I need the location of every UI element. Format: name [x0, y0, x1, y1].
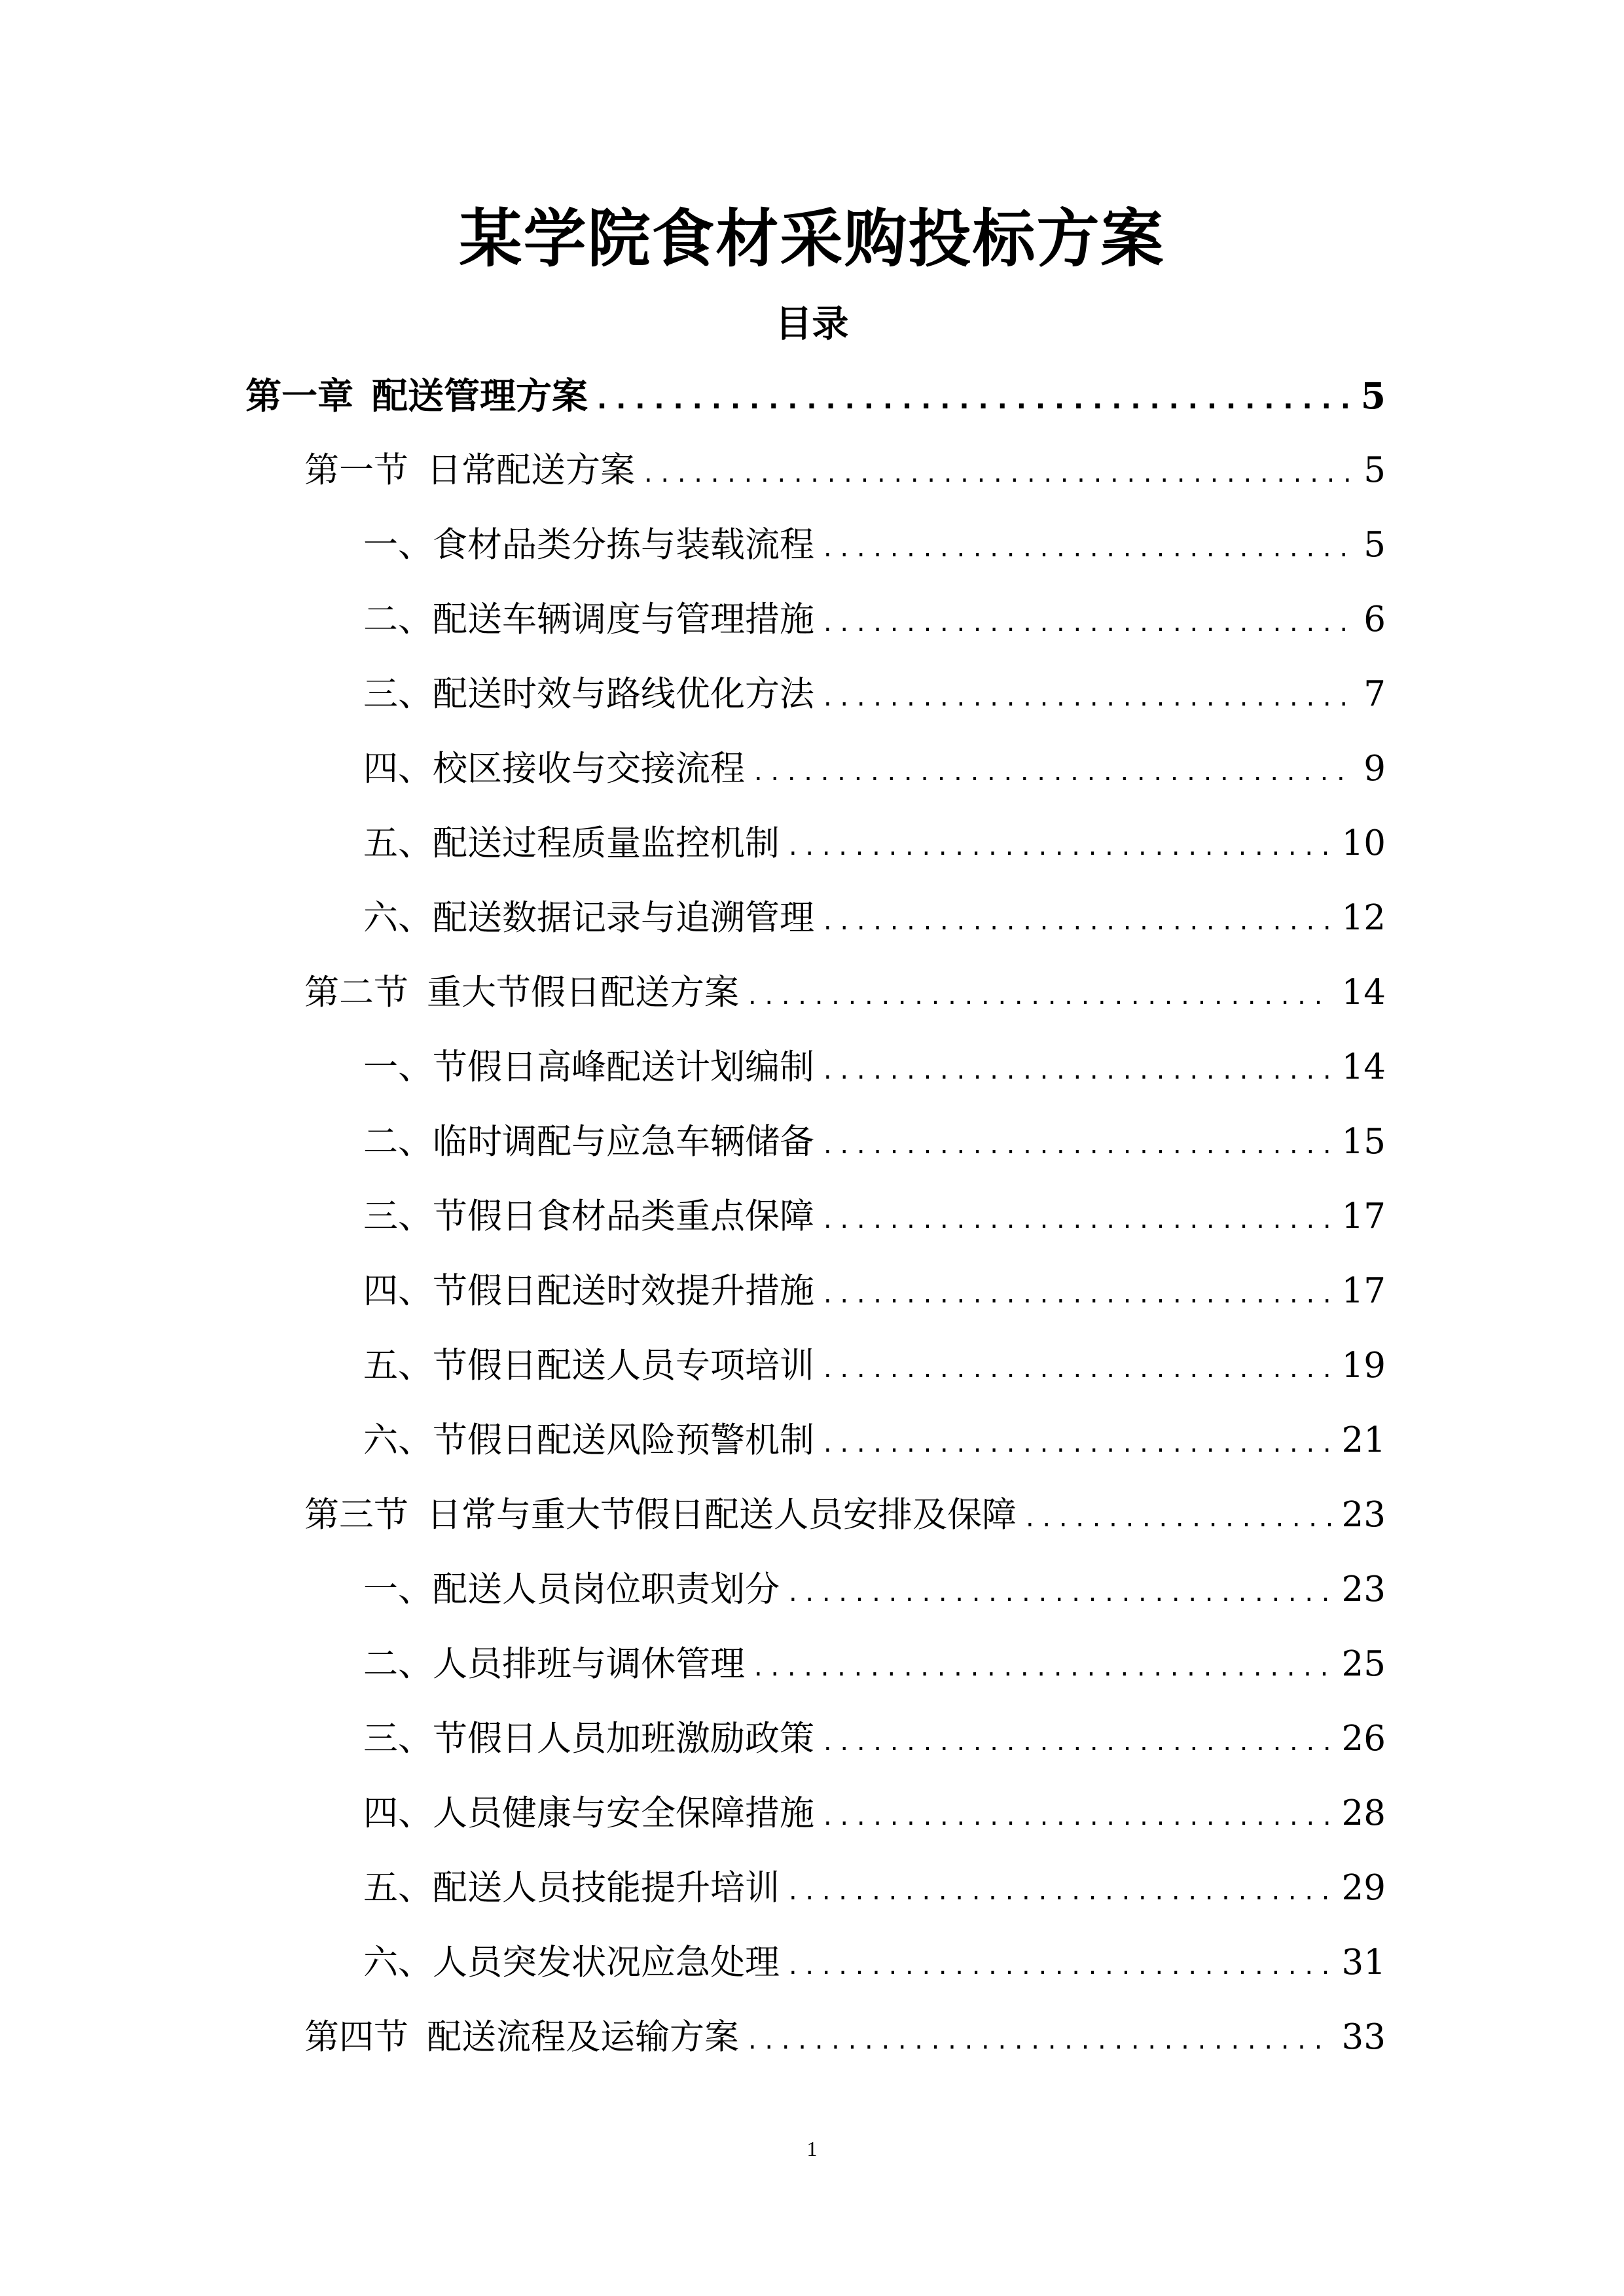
toc-entry-number: 三、: [363, 674, 433, 714]
toc-entry-page: 23: [1341, 1570, 1386, 1609]
toc-heading: 目录: [775, 302, 849, 346]
toc-entry[interactable]: [363, 516, 1386, 575]
toc-entry-page: 10: [1341, 823, 1386, 863]
toc-entry-label: 重大节假日配送方案: [427, 973, 739, 1013]
toc-entry-number: 六、: [363, 1943, 433, 1982]
toc-dot-leader: [789, 1936, 1333, 1995]
toc-dot-leader: [823, 891, 1333, 950]
toc-dot-leader: [823, 1712, 1333, 1771]
toc-dot-leader: [823, 1265, 1333, 1323]
toc-entry-number: 三、: [363, 1196, 433, 1236]
toc-entry-label: 配送车辆调度与管理措施: [433, 600, 814, 639]
toc-entry-page: 23: [1341, 1495, 1386, 1535]
toc-entry-number: 二、: [363, 600, 433, 639]
toc-entry-page: 25: [1341, 1644, 1386, 1684]
toc-entry-label: 人员排班与调休管理: [433, 1644, 745, 1684]
toc-entry-number: 第一章: [245, 374, 354, 417]
toc-entry-page: 5: [1363, 450, 1386, 490]
toc-entry-number: 一、: [363, 1047, 433, 1087]
toc-entry-label: 配送人员技能提升培训: [433, 1868, 780, 1908]
toc-entry-number: 第四节: [304, 2017, 408, 2057]
toc-entry-number: 第三节: [304, 1495, 408, 1535]
document-title: 某学院食材采购投标方案: [459, 202, 1165, 276]
toc-entry-page: 17: [1341, 1196, 1386, 1236]
toc-dot-leader: [823, 1190, 1333, 1249]
toc-entry-label: 节假日食材品类重点保障: [433, 1196, 814, 1236]
toc-dot-leader: [748, 2011, 1333, 2070]
toc-entry-number: 第一节: [304, 450, 408, 490]
toc-entry-page: 5: [1363, 525, 1386, 565]
toc-entry-label: 校区接收与交接流程: [433, 749, 745, 789]
toc-entry-label: 节假日配送人员专项培训: [433, 1346, 814, 1386]
toc-entry-page: 9: [1363, 749, 1386, 789]
toc-entry-page: 19: [1341, 1346, 1386, 1386]
toc-entry-label: 节假日配送时效提升措施: [433, 1271, 814, 1311]
toc-dot-leader: [823, 1414, 1333, 1473]
toc-entry-number: 四、: [363, 1271, 433, 1311]
toc-entry-number: 二、: [363, 1122, 433, 1162]
toc-entry-number: 第二节: [304, 973, 408, 1013]
toc-entry[interactable]: [363, 1784, 1386, 1843]
toc-entry[interactable]: [363, 740, 1386, 798]
toc-entry-number: 五、: [363, 1868, 433, 1908]
toc-entry-page: 14: [1341, 973, 1386, 1013]
toc-entry-number: 六、: [363, 1420, 433, 1460]
toc-entry-number: 五、: [363, 823, 433, 863]
toc-entry-page: 31: [1341, 1943, 1386, 1982]
toc-entry-page: 6: [1363, 600, 1386, 639]
toc-entry-number: 一、: [363, 525, 433, 565]
toc-entry-number: 六、: [363, 898, 433, 938]
toc-entry[interactable]: [363, 1187, 1386, 1246]
toc-entry-label: 人员健康与安全保障措施: [433, 1793, 814, 1833]
toc-entry-number: 四、: [363, 1793, 433, 1833]
toc-entry-page: 5: [1360, 374, 1386, 417]
toc-entry-page: 12: [1341, 898, 1386, 938]
toc-entry-page: 26: [1341, 1719, 1386, 1759]
toc-entry-label: 食材品类分拣与装载流程: [433, 525, 814, 565]
toc-entry-label: 配送数据记录与追溯管理: [433, 898, 814, 938]
toc-dot-leader: [823, 1787, 1333, 1846]
toc-entry[interactable]: [363, 590, 1386, 649]
toc-entry[interactable]: [304, 441, 1386, 500]
toc-entry[interactable]: [363, 1560, 1386, 1619]
toc-entry[interactable]: [363, 1933, 1386, 1992]
toc-dot-leader: [748, 966, 1333, 1025]
toc-entry-page: 15: [1341, 1122, 1386, 1162]
toc-entry[interactable]: [363, 1859, 1386, 1918]
toc-entry[interactable]: [363, 1336, 1386, 1395]
toc-entry-page: 33: [1341, 2017, 1386, 2057]
toc-entry-page: 28: [1341, 1793, 1386, 1833]
toc-entry[interactable]: [245, 367, 1386, 425]
toc-entry[interactable]: [304, 2008, 1386, 2067]
toc-entry[interactable]: [363, 1710, 1386, 1768]
toc-dot-leader: [789, 1861, 1333, 1920]
toc-entry-label: 节假日高峰配送计划编制: [433, 1047, 814, 1087]
toc-entry-label: 日常与重大节假日配送人员安排及保障: [427, 1495, 1017, 1535]
toc-dot-leader: [597, 370, 1352, 429]
toc-dot-leader: [823, 668, 1354, 726]
toc-entry-page: 7: [1363, 674, 1386, 714]
toc-dot-leader: [644, 444, 1354, 503]
toc-dot-leader: [823, 1115, 1333, 1174]
toc-entry[interactable]: [363, 1262, 1386, 1321]
toc-entry-label: 临时调配与应急车辆储备: [433, 1122, 814, 1162]
toc-entry-page: 17: [1341, 1271, 1386, 1311]
toc-dot-leader: [1026, 1488, 1333, 1547]
toc-entry[interactable]: [304, 963, 1386, 1022]
toc-entry-label: 人员突发状况应急处理: [433, 1943, 780, 1982]
toc-dot-leader: [823, 593, 1354, 652]
toc-entry-number: 二、: [363, 1644, 433, 1684]
toc-dot-leader: [823, 518, 1354, 577]
toc-entry-number: 三、: [363, 1719, 433, 1759]
toc-entry-label: 节假日人员加班激励政策: [433, 1719, 814, 1759]
toc-entry-label: 配送时效与路线优化方法: [433, 674, 814, 714]
toc-entry[interactable]: [363, 1038, 1386, 1097]
toc-dot-leader: [789, 1563, 1333, 1622]
toc-entry-label: 节假日配送风险预警机制: [433, 1420, 814, 1460]
toc-entry-label: 配送过程质量监控机制: [433, 823, 780, 863]
toc-entry-label: 配送人员岗位职责划分: [433, 1570, 780, 1609]
toc-dot-leader: [823, 1339, 1333, 1398]
page-number: 1: [806, 2137, 818, 2161]
toc-entry[interactable]: [363, 665, 1386, 724]
toc-entry[interactable]: [363, 1635, 1386, 1694]
toc-entry-page: 29: [1341, 1868, 1386, 1908]
toc-entry-number: 一、: [363, 1570, 433, 1609]
toc-dot-leader: [789, 817, 1333, 876]
toc-entry[interactable]: [363, 1113, 1386, 1172]
toc-entry-page: 21: [1341, 1420, 1386, 1460]
toc-entry-number: 五、: [363, 1346, 433, 1386]
toc-entry[interactable]: [363, 1411, 1386, 1470]
toc-dot-leader: [754, 742, 1354, 801]
toc-dot-leader: [754, 1638, 1333, 1696]
toc-entry-label: 配送管理方案: [372, 374, 588, 417]
toc-entry[interactable]: [304, 1486, 1386, 1545]
toc-entry-label: 配送流程及运输方案: [427, 2017, 739, 2057]
toc-entry-number: 四、: [363, 749, 433, 789]
toc-entry[interactable]: [363, 889, 1386, 948]
toc-entry-label: 日常配送方案: [427, 450, 635, 490]
toc-entry-page: 14: [1341, 1047, 1386, 1087]
toc-entry[interactable]: [363, 814, 1386, 873]
toc-dot-leader: [823, 1041, 1333, 1100]
